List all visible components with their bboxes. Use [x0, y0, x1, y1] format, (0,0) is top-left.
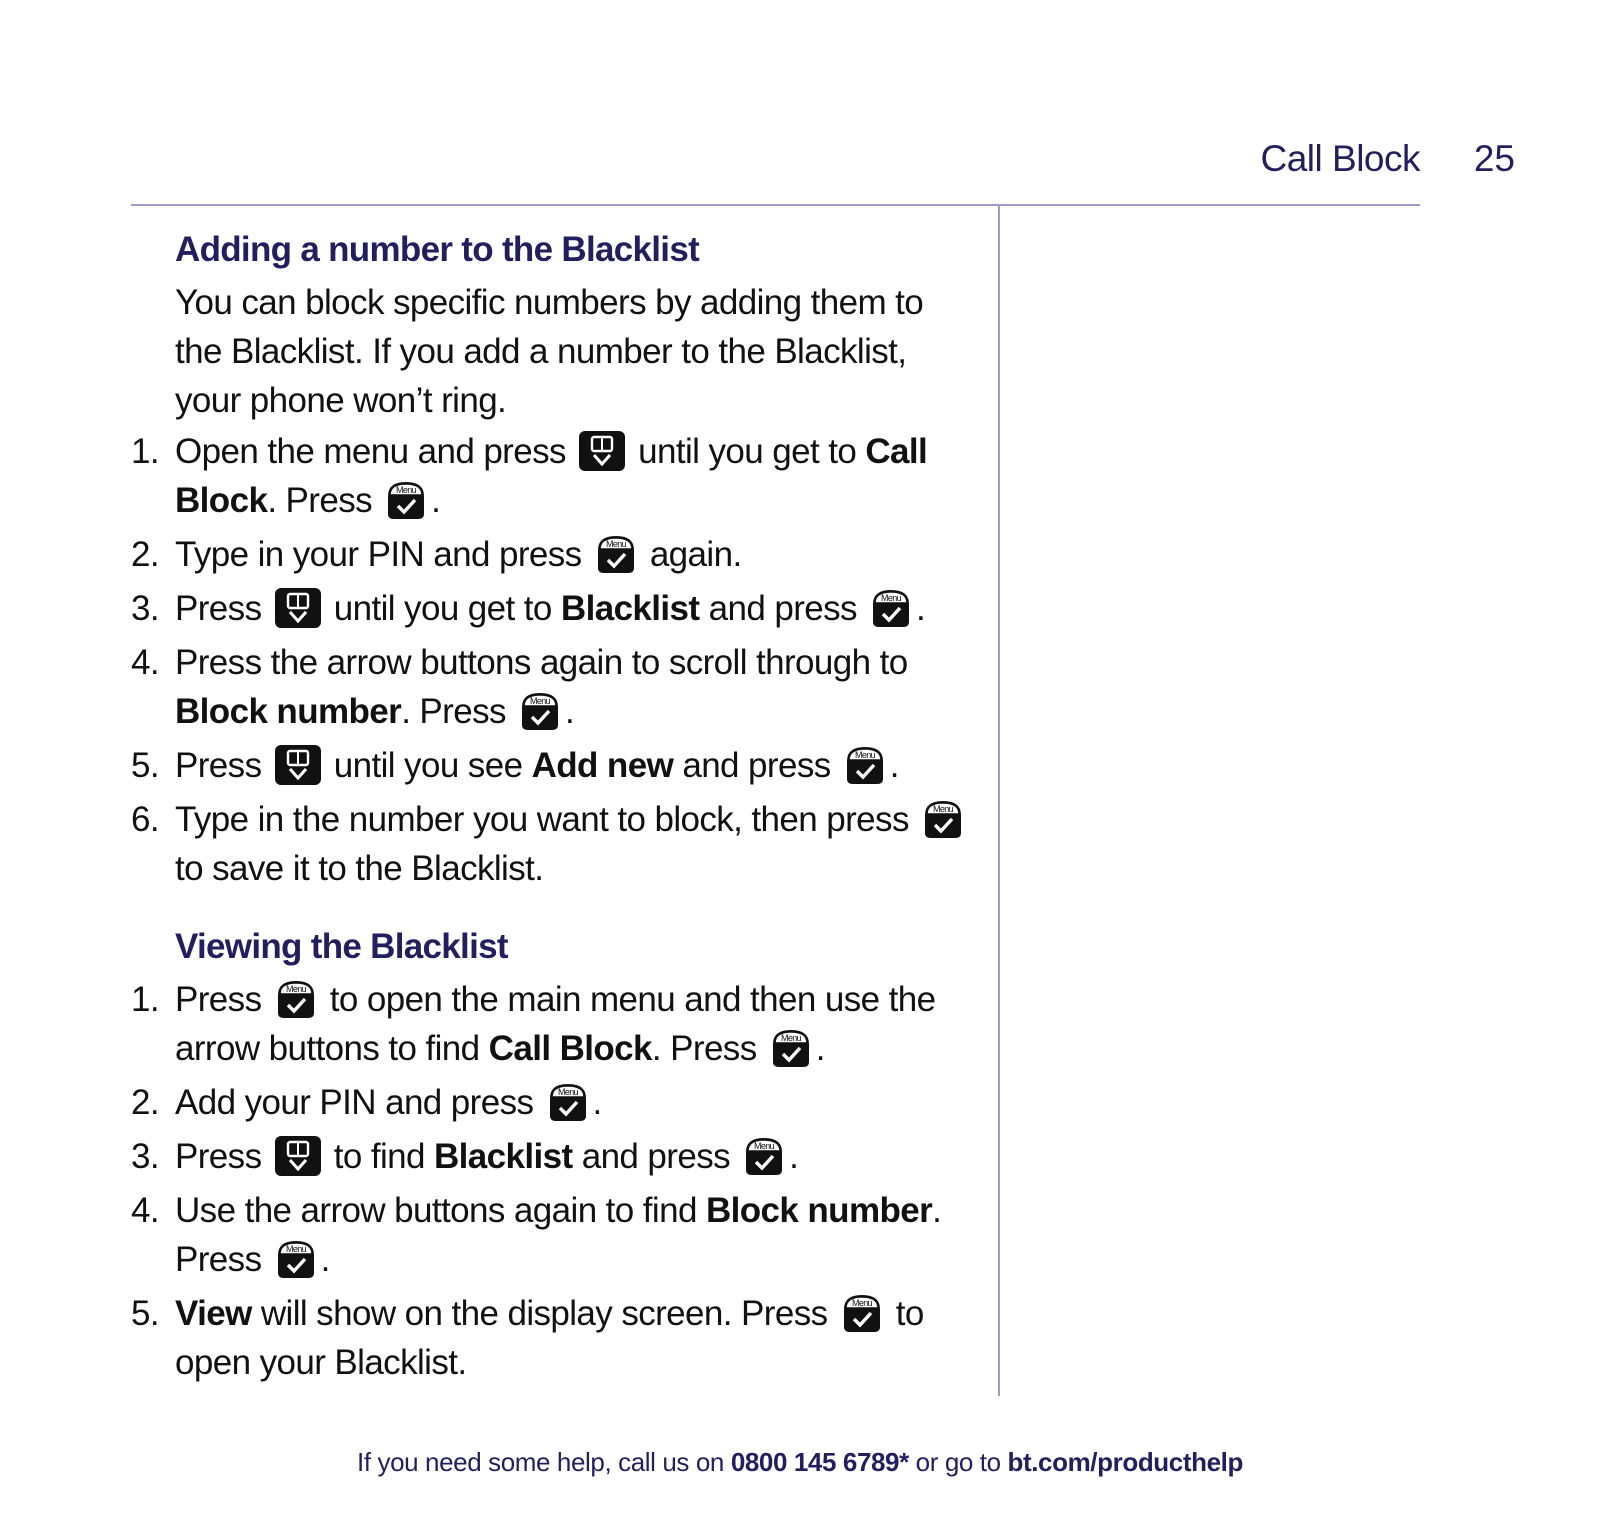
svg-text:Menu: Menu [396, 485, 417, 495]
header-divider [131, 204, 1420, 206]
svg-text:Menu: Menu [854, 750, 875, 760]
footer-middle: or go to [915, 1447, 1001, 1477]
footer-prefix: If you need some help, call us on [357, 1447, 724, 1477]
step-text: Press to find Blacklist and press Menu . [175, 1137, 799, 1176]
svg-text:Menu: Menu [285, 984, 306, 994]
svg-text:Menu: Menu [880, 593, 902, 603]
svg-text:Menu: Menu [557, 1087, 578, 1097]
step-text: Type in your PIN and press Menu again. [175, 535, 742, 574]
list-item [131, 1186, 991, 1284]
menu-ok-icon [840, 1293, 884, 1333]
navigation-arrows-icon [274, 745, 322, 785]
list-item [131, 530, 991, 579]
svg-text:Menu: Menu [754, 1141, 775, 1151]
step-number: 1. [131, 432, 159, 471]
menu-ok-icon [274, 1239, 318, 1279]
navigation-arrows-icon [578, 431, 626, 471]
step-text: Press the arrow buttons again to scroll through to Block number. Press Menu . [175, 643, 908, 731]
step-text: Type in the number you want to block, then press Menu to save it to the Blacklist. [175, 795, 991, 893]
list-item [131, 584, 991, 633]
step-text: Open the menu and press until you get to Call Block. Press Menu . [175, 432, 928, 520]
menu-ok-icon [546, 1082, 590, 1122]
step-number: 4. [131, 643, 159, 682]
svg-text:Menu: Menu [851, 1298, 872, 1308]
step-number: 2. [131, 1083, 159, 1122]
menu-ok-icon [594, 534, 638, 574]
help-phone-number: 0800 145 6789* [730, 1447, 909, 1477]
viewing-steps-list [131, 975, 991, 1387]
step-text: View will show on the display screen. Press Menu to open your Blacklist. [175, 1294, 924, 1382]
list-item [131, 795, 991, 893]
step-number: 5. [131, 1294, 159, 1333]
step-number: 1. [131, 980, 159, 1019]
menu-ok-icon [843, 745, 887, 785]
menu-ok-icon [921, 799, 965, 839]
page-footer [0, 1447, 1600, 1478]
section-heading-adding: Adding a number to the Blacklist [175, 230, 700, 269]
navigation-arrows-icon [274, 1136, 322, 1176]
list-item [131, 1289, 991, 1387]
svg-text:Menu: Menu [529, 696, 551, 706]
step-text: Use the arrow buttons again to find Block number. Press Menu . [175, 1191, 942, 1279]
navigation-arrows-icon [274, 588, 322, 628]
section-heading-viewing: Viewing the Blacklist [175, 927, 508, 966]
column-divider [998, 206, 1000, 1396]
list-item [131, 1078, 991, 1127]
menu-ok-icon [384, 480, 428, 520]
list-item [131, 1132, 991, 1181]
list-item [131, 638, 991, 736]
menu-ok-icon [274, 979, 318, 1019]
svg-text:Menu: Menu [605, 539, 626, 549]
step-text: Add your PIN and press Menu . [175, 1083, 602, 1122]
step-text: Press until you get to Blacklist and press Menu . [175, 589, 926, 628]
list-item [131, 975, 991, 1073]
section-intro: You can block specific numbers by adding them to the Blacklist. If you add a number to the Blacklist, your phone won’t ring. [175, 283, 924, 420]
adding-steps-list [131, 427, 991, 893]
step-text: Press Menu to open the main menu and then use the arrow buttons to find Call Block. Press Menu . [175, 980, 936, 1068]
svg-text:Menu: Menu [780, 1033, 801, 1043]
menu-ok-icon [769, 1028, 813, 1068]
step-number: 4. [131, 1191, 159, 1230]
svg-text:Menu: Menu [285, 1244, 306, 1254]
menu-ok-icon [869, 588, 913, 628]
step-number: 5. [131, 746, 159, 785]
step-number: 3. [131, 1137, 159, 1176]
main-content [131, 228, 991, 1392]
step-text: Press until you see Add new and press Menu . [175, 746, 899, 785]
step-number: 2. [131, 535, 159, 574]
menu-ok-icon [518, 691, 562, 731]
step-number: 3. [131, 589, 159, 628]
svg-text:Menu: Menu [932, 804, 954, 814]
menu-ok-icon [742, 1136, 786, 1176]
header-title: Call Block [1260, 138, 1420, 179]
help-url: bt.com/producthelp [1007, 1447, 1243, 1477]
list-item [131, 427, 991, 525]
list-item [131, 741, 991, 790]
page-number: 25 [1473, 138, 1515, 179]
step-number: 6. [131, 800, 159, 839]
